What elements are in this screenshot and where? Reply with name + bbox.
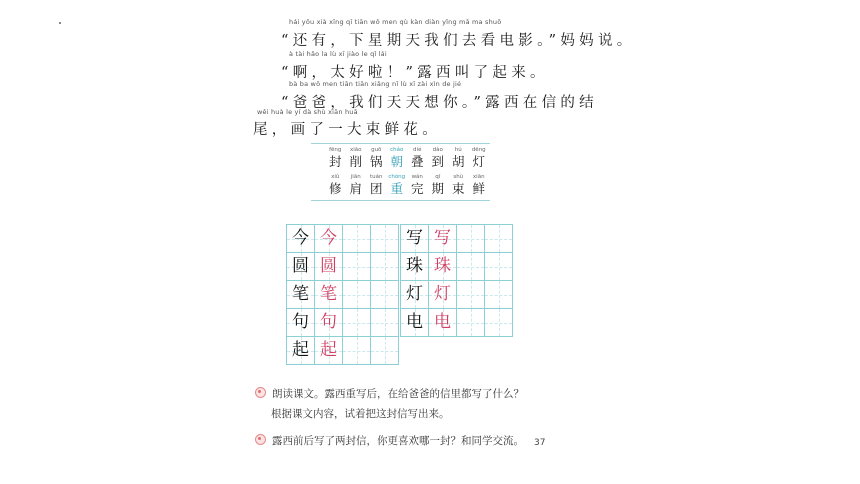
word-cell: xiū 修 bbox=[328, 174, 342, 196]
blank-cell[interactable] bbox=[457, 281, 485, 309]
blank-cell[interactable] bbox=[371, 253, 399, 281]
bullet-icon bbox=[255, 387, 266, 398]
blank-cell[interactable] bbox=[457, 309, 485, 337]
text-line-1: “还有，下星期天我们去看电影。”妈妈说。 bbox=[281, 33, 636, 49]
blank-cell[interactable] bbox=[457, 225, 485, 253]
table-top-border bbox=[311, 143, 490, 144]
word-cell: dié 叠 bbox=[410, 147, 424, 169]
trace-char: 灯 bbox=[429, 281, 457, 309]
word-cell: tuán 团 bbox=[369, 174, 383, 196]
question-1 bbox=[255, 386, 524, 401]
model-char: 起 bbox=[287, 337, 315, 365]
model-char: 写 bbox=[401, 225, 429, 253]
text-line-3: “爸爸，我们天天想你。”露西在信的结 bbox=[281, 95, 598, 111]
page-number: 37 bbox=[534, 438, 546, 448]
text-line-4: 尾，画了一大束鲜花。 bbox=[253, 122, 441, 138]
scan-dot bbox=[59, 22, 61, 24]
trace-char: 珠 bbox=[429, 253, 457, 281]
model-char: 今 bbox=[287, 225, 315, 253]
blank-cell[interactable] bbox=[371, 337, 399, 365]
blank-cell[interactable] bbox=[457, 253, 485, 281]
blank-cell[interactable] bbox=[371, 225, 399, 253]
writing-grid-right bbox=[400, 224, 513, 337]
blank-cell[interactable] bbox=[485, 253, 513, 281]
pinyin-line-1: hái yǒu xià xīng qī tiān wǒ men qù kàn diàn yǐng mā ma shuō bbox=[289, 18, 502, 26]
word-row-2 bbox=[325, 173, 489, 199]
question-1-line-1: 朗读课文。露西重写后，在给爸爸的信里都写了什么？ bbox=[272, 388, 524, 400]
new-words-table bbox=[311, 143, 490, 201]
word-cell: hú 胡 bbox=[451, 147, 465, 169]
model-char: 珠 bbox=[401, 253, 429, 281]
word-cell: dēng 灯 bbox=[471, 147, 486, 169]
trace-char: 今 bbox=[315, 225, 343, 253]
word-cell: xiān 鲜 bbox=[472, 174, 485, 196]
trace-char: 笔 bbox=[315, 281, 343, 309]
question-2 bbox=[255, 433, 524, 448]
table-bottom-border bbox=[311, 200, 490, 201]
blank-cell[interactable] bbox=[485, 281, 513, 309]
blank-cell[interactable] bbox=[485, 225, 513, 253]
blank-cell[interactable] bbox=[485, 309, 513, 337]
word-cell: dào 到 bbox=[431, 147, 444, 169]
word-cell: fēng 封 bbox=[328, 147, 342, 169]
blank-cell[interactable] bbox=[343, 253, 371, 281]
blank-cell[interactable] bbox=[371, 309, 399, 337]
pinyin-line-2: à tài hǎo la lù xī jiào le qǐ lái bbox=[289, 50, 387, 58]
text-line-2: “啊，太好啦！”露西叫了起来。 bbox=[281, 65, 549, 81]
word-row-1 bbox=[325, 146, 489, 172]
trace-char: 写 bbox=[429, 225, 457, 253]
trace-char: 句 bbox=[315, 309, 343, 337]
pinyin-line-4: wěi huà le yí dà shù xiān huā bbox=[257, 108, 358, 116]
model-char: 句 bbox=[287, 309, 315, 337]
word-cell: guō 锅 bbox=[369, 147, 383, 169]
model-char: 笔 bbox=[287, 281, 315, 309]
model-char: 电 bbox=[401, 309, 429, 337]
model-char: 灯 bbox=[401, 281, 429, 309]
bullet-icon bbox=[255, 434, 266, 445]
word-cell: shù 束 bbox=[451, 174, 465, 196]
model-char: 圆 bbox=[287, 253, 315, 281]
blank-cell[interactable] bbox=[343, 225, 371, 253]
writing-grid-left bbox=[286, 224, 399, 365]
word-cell-highlight: chóng 重 bbox=[388, 174, 406, 196]
blank-cell[interactable] bbox=[343, 309, 371, 337]
pinyin-line-3: bà ba wǒ men tiān tiān xiǎng nǐ lù xī zài xìn de jié bbox=[289, 80, 462, 88]
blank-cell[interactable] bbox=[343, 281, 371, 309]
word-cell: xiāo 削 bbox=[349, 147, 362, 169]
trace-char: 电 bbox=[429, 309, 457, 337]
question-1-line-2: 根据课文内容，试着把这封信写出来。 bbox=[271, 408, 450, 420]
question-2-line-1: 露西前后写了两封信，你更喜欢哪一封？和同学交流。 bbox=[272, 435, 524, 447]
blank-cell[interactable] bbox=[371, 281, 399, 309]
word-cell-highlight: cháo 朝 bbox=[390, 147, 404, 169]
trace-char: 起 bbox=[315, 337, 343, 365]
word-cell: jiān 肩 bbox=[349, 174, 362, 196]
word-cell: qī 期 bbox=[431, 174, 444, 196]
blank-cell[interactable] bbox=[343, 337, 371, 365]
word-cell: wán 完 bbox=[410, 174, 424, 196]
trace-char: 圆 bbox=[315, 253, 343, 281]
